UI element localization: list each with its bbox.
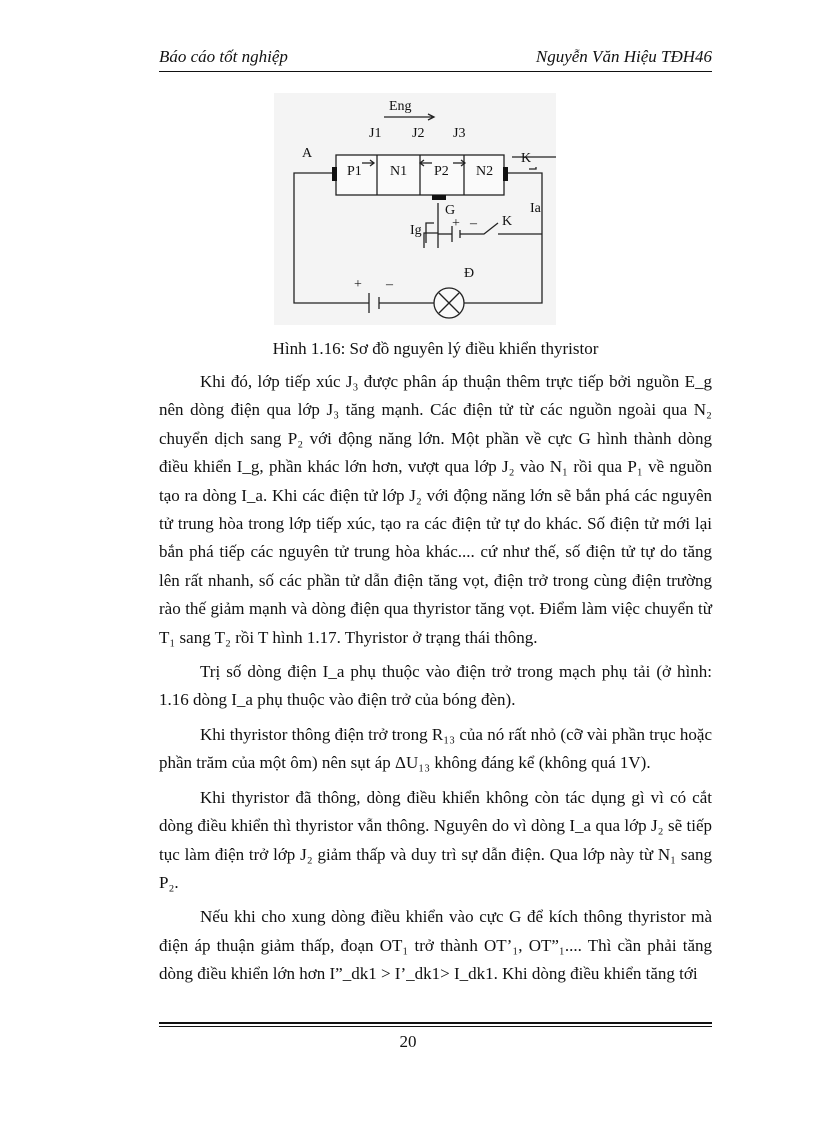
footer-rule-thick bbox=[159, 1022, 712, 1024]
label-n1: N1 bbox=[390, 164, 408, 179]
header-author: Nguyễn Văn Hiệu TĐH46 bbox=[535, 47, 712, 66]
page-number: 20 bbox=[399, 1032, 417, 1051]
label-gate-minus: – bbox=[470, 216, 477, 231]
label-gate: G bbox=[445, 203, 456, 218]
label-j3: J3 bbox=[453, 126, 466, 141]
paragraph: Khi thyristor đã thông, dòng điều khiển không còn tác dụng gì vì có cắt dòng điều khiển thì thyristor vẫn thông. Nguyên do vì dòng I_a qua lớp J₂ sẽ tiếp tục làm điện trở lớp J₂ giảm thấp và duy trì sự dẫn điện. Qua lớp này từ N₁ sang P₂. bbox=[159, 787, 712, 892]
label-source-plus: + bbox=[354, 277, 362, 292]
label-anode: A bbox=[302, 146, 313, 161]
header-rule bbox=[159, 71, 712, 72]
figure-caption: Hình 1.16: Sơ đồ nguyên lý điều khiển thyristor bbox=[272, 339, 599, 358]
thyristor-circuit-figure bbox=[274, 93, 556, 325]
paragraph: Trị số dòng điện I_a phụ thuộc vào điện trở trong mạch phụ tải (ở hình: 1.16 dòng I_a phụ thuộc vào điện trở của bóng đèn). bbox=[159, 662, 712, 710]
label-ia: Ia bbox=[530, 201, 541, 216]
label-p1: P1 bbox=[347, 164, 362, 179]
label-ig: Ig bbox=[410, 223, 422, 238]
label-source-minus: – bbox=[386, 277, 393, 292]
label-j1: J1 bbox=[369, 126, 382, 141]
label-gate-plus: + bbox=[452, 216, 460, 231]
label-switch: K bbox=[502, 214, 513, 229]
label-j2: J2 bbox=[412, 126, 425, 141]
label-cathode: K bbox=[521, 151, 532, 166]
label-lamp: Đ bbox=[464, 266, 475, 281]
body-text bbox=[159, 368, 712, 995]
footer-rule-thin bbox=[159, 1026, 712, 1027]
paragraph: Khi thyristor thông điện trở trong R₁₃ của nó rất nhỏ (cỡ vài phần trục hoặc phần trăm của một ôm) nên sụt áp ΔU₁₃ không đáng kể (không quá 1V). bbox=[159, 724, 712, 773]
label-n2: N2 bbox=[476, 164, 494, 179]
label-p2: P2 bbox=[434, 164, 449, 179]
page-header bbox=[159, 47, 712, 69]
paragraph: Khi đó, lớp tiếp xúc J₃ được phân áp thuận thêm trực tiếp bởi nguồn E_g nên dòng điện qua lớp J₃ tăng mạnh. Các điện tử từ các nguồn ngoài qua N₂ chuyển dịch sang P₂ với động năng lớn. Một phần về cực G hình thành dòng điều khiển I_g, phần khác lớn hơn, vượt qua lớp J₂ vào N₁ rồi qua P₁ về nguồn tạo ra dòng I_a. Khi các điện tử lớp J₂ với động năng lớn sẽ bắn phá các nguyên tử trung hòa trong lớp tiếp xúc, tạo ra các điện tử tự do khác. Số điện tử mới lại bắn phá tiếp các nguyên tử trung hòa khác.... cứ như thế, số điện tử tự do tăng lên rất nhanh, số các phần tử dẫn điện tăng vọt, điện trở trong cùng điện trường rào thế giảm mạnh và dòng điện qua thyristor tăng vọt. Điểm làm việc chuyển từ T₁ sang T₂ rồi T hình 1.17. Thyristor ở trạng thái thông. bbox=[159, 372, 712, 647]
header-report-title: Báo cáo tốt nghiệp bbox=[159, 47, 288, 66]
paragraph: Nếu khi cho xung dòng điều khiển vào cực G để kích thông thyristor mà điện áp thuận giảm thấp, đoạn OT₁ trở thành OT’₁, OT”₁.... Thì cần phải tăng dòng điều khiển lớn hơn I”_dk1 > I’_dk1> I_dk1. Khi dòng điều khiển tăng tới bbox=[159, 907, 712, 984]
label-eng: Eng bbox=[389, 99, 412, 114]
